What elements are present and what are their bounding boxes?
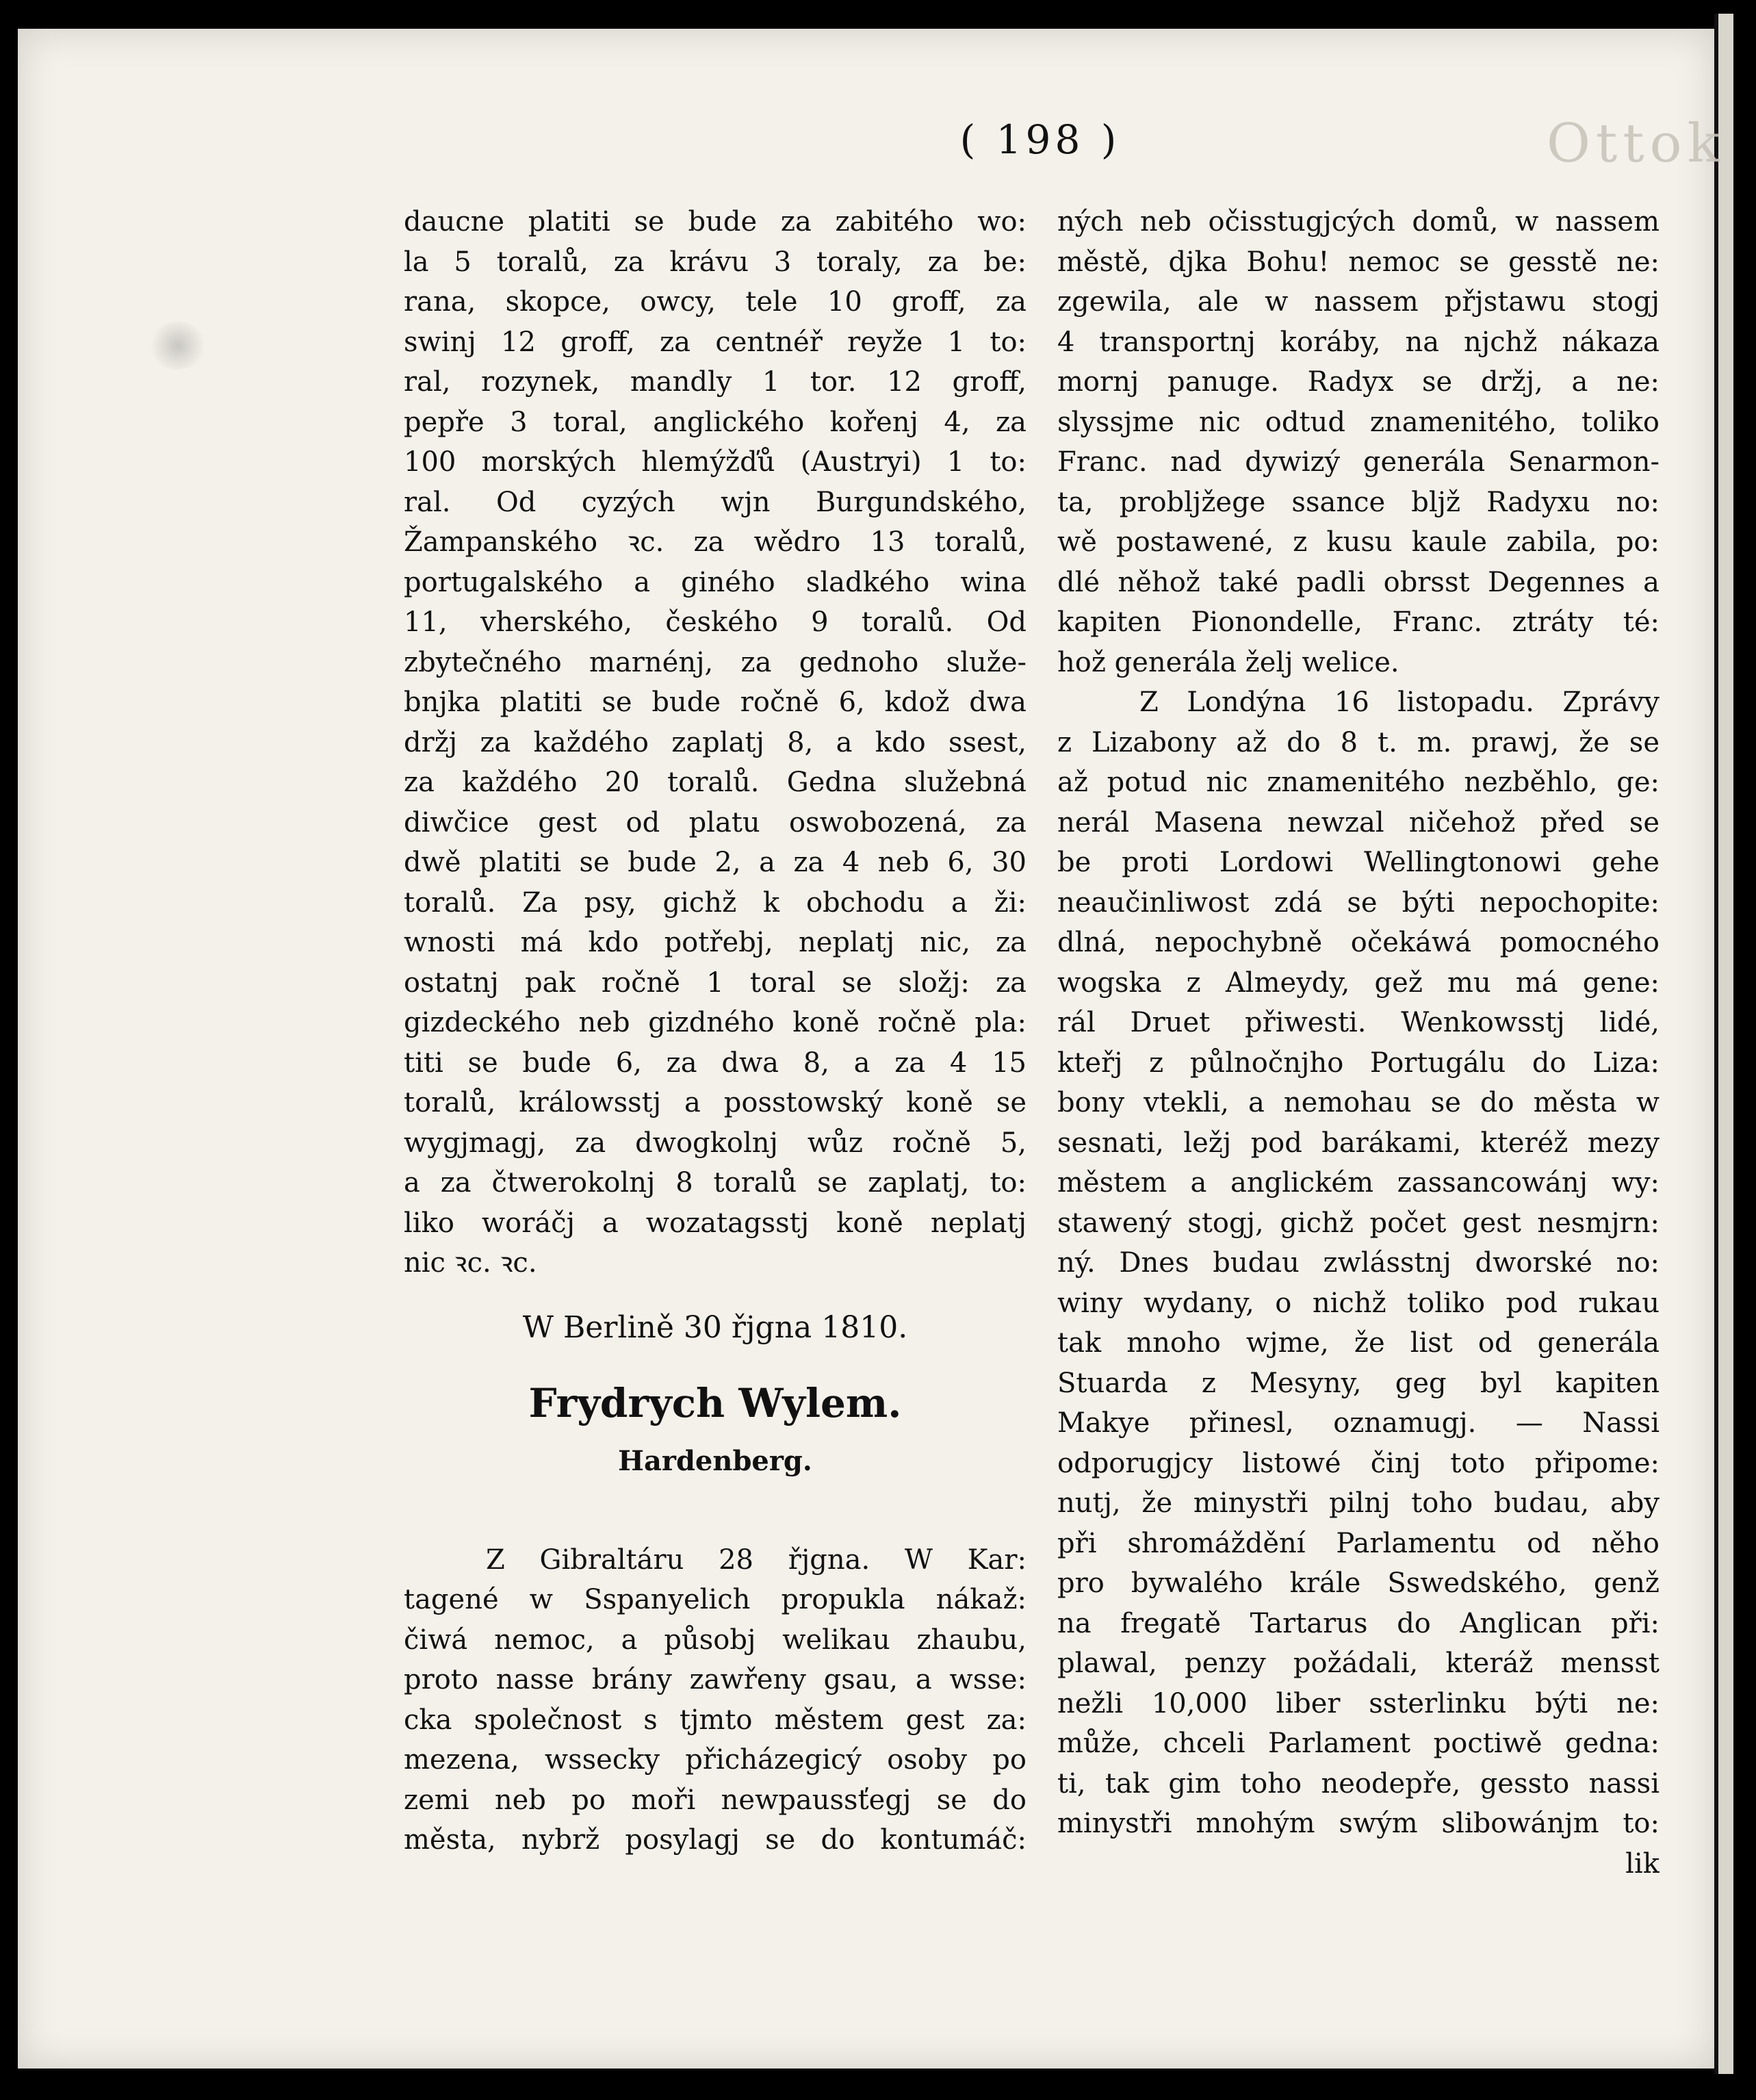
bleed-through-text: Ottok	[1547, 113, 1725, 175]
text-line: Makye přinesl, oznamugj. — Nassi	[1057, 1407, 1660, 1439]
text-line: nežli 10,000 liber ssterlinku býti ne:	[1057, 1687, 1660, 1719]
right-paragraph-radyx	[1057, 202, 1660, 682]
facing-page-edge	[1714, 14, 1733, 2074]
text-line: rál Druet přiwesti. Wenkowsstj lidé,	[1057, 1007, 1660, 1038]
left-paragraph-decree	[404, 202, 1027, 1283]
text-line: diwčice gest od platu oswobozená, za	[404, 806, 1027, 838]
text-line: kapiten Pionondelle, Franc. ztráty té:	[1057, 606, 1660, 638]
text-line: proto nasse brány zawřeny gsau, a wsse:	[404, 1664, 1027, 1695]
right-paragraph-london	[1057, 682, 1660, 1844]
text-line: ral, rozynek, mandly 1 tor. 12 groff,	[404, 366, 1027, 398]
text-line: městě, djka Bohu! nemoc se gesstě ne:	[1057, 246, 1660, 278]
text-line: zemi neb po moři newpaussťegj se do	[404, 1784, 1027, 1816]
text-line: mornj panuge. Radyx se držj, a ne:	[1057, 366, 1660, 398]
text-line: ta, probljžege ssance bljž Radyxu no:	[1057, 486, 1660, 518]
text-line: wogska z Almeydy, gež mu má gene:	[1057, 966, 1660, 999]
text-line: nic ꝛc. ꝛc.	[404, 1247, 537, 1279]
text-line: dwě platiti se bude 2, a za 4 neb 6, 30	[404, 847, 1027, 878]
left-paragraph-gibraltar	[404, 1540, 1027, 1860]
text-line: sesnati, ležj pod barákami, kteréž mezy	[1057, 1127, 1660, 1159]
ink-smudge	[147, 322, 209, 370]
text-line: města, nybrž posylagj se do kontumáč:	[404, 1824, 1027, 1856]
text-line: dlé něhož také padli obrsst Degennes a	[1057, 566, 1660, 598]
text-line: wygjmagj, za dwogkolnj wůz ročně 5,	[404, 1127, 1027, 1159]
text-line: be proti Lordowi Wellingtonowi gehe	[1057, 847, 1660, 878]
text-line: ný. Dnes budau zwlásstnj dworské no:	[1057, 1247, 1660, 1279]
text-line: odporugjcy listowé činj toto připome:	[1057, 1447, 1660, 1479]
text-line: daucne platiti se bude za zabitého wo:	[404, 206, 1027, 238]
text-line: winy wydany, o nichž toliko pod rukau	[1057, 1287, 1660, 1319]
text-line: slyssjme nic odtud znamenitého, toliko	[1057, 406, 1660, 438]
text-line: pro bywalého krále Sswedského, genž	[1057, 1567, 1660, 1599]
text-line: Z Gibraltáru 28 řjgna. W Kar:	[486, 1544, 1027, 1576]
text-line: plawal, penzy požádali, kteráž mensst	[1057, 1648, 1660, 1679]
text-line: minystři mnohým swým slibowánjm to:	[1057, 1808, 1660, 1839]
text-line: ných neb očisstugjcých domů, w nassem	[1057, 206, 1660, 238]
text-line: držj za každého zaplatj 8, a kdo ssest,	[404, 726, 1027, 758]
text-line: toralů. Za psy, gichž k obchodu a ži:	[404, 886, 1027, 919]
text-line: ti, tak gim toho neodepře, gessto nassi	[1057, 1767, 1660, 1800]
text-line: čiwá nemoc, a působj welikau zhaubu,	[404, 1624, 1027, 1656]
text-line: může, chceli Parlament poctiwě gedna:	[1057, 1728, 1660, 1759]
text-line: ral. Od cyzých wjn Burgundského,	[404, 486, 1027, 518]
text-line: rana, skopce, owcy, tele 10 groff, za	[404, 286, 1027, 318]
text-line: Franc. nad dywizý generála Senarmon-	[1057, 446, 1660, 478]
text-line: cka společnost s tjmto městem gest za:	[404, 1704, 1027, 1736]
left-column	[404, 202, 1027, 1860]
text-line: pepře 3 toral, anglického kořenj 4, za	[404, 406, 1027, 438]
countersignature: Hardenberg.	[618, 1444, 812, 1477]
text-line: ostatnj pak ročně 1 toral se složj: za	[404, 966, 1027, 999]
text-line: 4 transportnj koráby, na njchž nákaza	[1057, 326, 1660, 358]
text-line: wnosti má kdo potřebj, neplatj nic, za	[404, 927, 1027, 958]
text-line: městem a anglickém zassancowánj wy:	[1057, 1167, 1660, 1199]
text-line: titi se bude 6, za dwa 8, a za 4 15	[404, 1047, 1027, 1079]
text-line: dlná, nepochybně očekáwá pomocného	[1057, 927, 1660, 958]
signature: Frydrych Wylem.	[528, 1379, 902, 1426]
text-line: Stuarda z Mesyny, geg byl kapiten	[1057, 1367, 1660, 1399]
text-line: tak mnoho wjme, že list od generála	[1057, 1327, 1660, 1359]
text-line: bony vtekli, a nemohau se do města w	[1057, 1087, 1660, 1118]
right-column	[1057, 202, 1660, 1884]
text-line: stawený stogj, gichž počet gest nesmjrn:	[1057, 1207, 1660, 1239]
text-line: hož generála želj welice.	[1057, 646, 1399, 678]
page-number: ( 198 )	[959, 116, 1121, 163]
text-line: Žampanského ꝛc. za wědro 13 toralů,	[404, 526, 1027, 558]
text-line: tagené w Sspanyelich propukla nákaž:	[404, 1584, 1027, 1615]
text-line: a za čtwerokolnj 8 toralů se zaplatj, to:	[404, 1167, 1027, 1199]
text-line: z Lizabony až do 8 t. m. prawj, že se	[1057, 726, 1660, 758]
text-line: kteřj z půlnočnjho Portugálu do Liza:	[1057, 1047, 1660, 1079]
text-line: za každého 20 toralů. Gedna služebná	[404, 767, 1027, 798]
text-line: la 5 toralů, za krávu 3 toraly, za be:	[404, 246, 1027, 278]
text-line: toralů, králowsstj a posstowský koně se	[404, 1087, 1027, 1118]
text-line: swinj 12 groff, za centnéř reyže 1 to:	[404, 326, 1027, 358]
text-line: na fregatě Tartarus do Anglican při:	[1057, 1607, 1660, 1639]
catchword: lik	[1625, 1847, 1660, 1880]
text-line: portugalského a giného sladkého wina	[404, 566, 1027, 598]
text-line: wě postawené, z kusu kaule zabila, po:	[1057, 526, 1660, 558]
text-line: nutj, že minystři pilnj toho budau, aby	[1057, 1487, 1660, 1519]
text-line: gizdeckého neb gizdného koně ročně pla:	[404, 1007, 1027, 1038]
text-line: 100 morských hlemýžďů (Austryi) 1 to:	[404, 446, 1027, 478]
text-line: nerál Masena newzal ničehož před se	[1057, 806, 1660, 838]
text-line: zbytečného marnénj, za gednoho služe-	[404, 646, 1027, 678]
text-line: liko woráčj a wozatagsstj koně neplatj	[404, 1207, 1027, 1239]
text-line: až potud nic znamenitého nezběhlo, ge:	[1057, 767, 1660, 798]
text-line: mezena, wssecky přicházegicý osoby po	[404, 1744, 1027, 1776]
text-line: Z Londýna 16 listopadu. Zprávy	[1139, 687, 1660, 718]
text-line: zgewila, ale w nassem přjstawu stogj	[1057, 286, 1660, 318]
text-line: 11, vherského, českého 9 toralů. Od	[404, 606, 1027, 638]
text-line: neaučinliwost zdá se býti nepochopite:	[1057, 886, 1660, 919]
text-line: bnjka platiti se bude ročně 6, kdož dwa	[404, 687, 1027, 718]
dateline: W Berlině 30 řjgna 1810.	[522, 1309, 908, 1345]
text-line: při shromáždění Parlamentu od něho	[1057, 1527, 1660, 1559]
